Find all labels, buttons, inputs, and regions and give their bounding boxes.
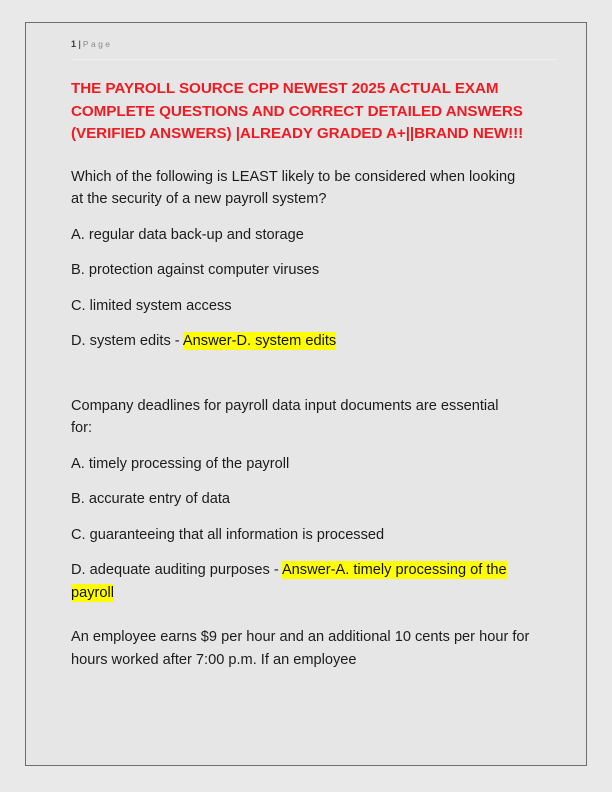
document-page-sheet xyxy=(25,22,587,766)
question-block xyxy=(71,166,558,353)
running-header xyxy=(71,39,558,56)
header-divider xyxy=(71,59,558,60)
choice-text: D. system edits - xyxy=(71,333,183,349)
highlighted-answer: Answer-D. system edits xyxy=(182,333,337,349)
page-label: Page xyxy=(82,39,113,49)
answer-choice xyxy=(71,295,523,318)
document-title: THE PAYROLL SOURCE CPP NEWEST 2025 ACTUAL EXAM COMPLETE QUESTIONS AND CORRECT DETAILED ANSWERS (VERIFIED ANSWERS) |ALREADY GRADED A+||BRAND NEW!!! xyxy=(71,80,524,142)
choice-text: A. timely processing of the payroll xyxy=(71,455,290,472)
highlighted-answer: Answer-A. timely processing of the payroll xyxy=(71,562,507,601)
trailing-paragraph: An employee earns $9 per hour and an additional 10 cents per hour for hours worked after 7:00 p.m. If an employee xyxy=(71,629,530,668)
page-number-separator: | xyxy=(78,39,81,50)
block-spacer xyxy=(71,353,558,375)
answer-choice-with-answer xyxy=(71,559,523,604)
question-block xyxy=(71,395,558,605)
choice-text: C. limited system access xyxy=(71,297,232,314)
answer-choice xyxy=(71,224,523,247)
answer-choice xyxy=(71,259,523,282)
question-stem: Which of the following is LEAST likely to be considered when looking at the security of a new payroll system? xyxy=(71,168,516,207)
choice-text: A. regular data back-up and storage xyxy=(71,226,304,243)
answer-choice xyxy=(71,524,523,547)
block-spacer xyxy=(71,604,558,626)
page-content-area xyxy=(71,39,558,671)
answer-choice xyxy=(71,453,523,476)
choice-text: C. guaranteeing that all information is processed xyxy=(71,526,385,543)
question-stem: Company deadlines for payroll data input documents are essential for: xyxy=(71,397,499,436)
answer-choice-with-answer xyxy=(71,330,523,353)
page-number: 1 xyxy=(71,39,77,49)
choice-text: D. adequate auditing purposes - xyxy=(71,562,282,578)
answer-choice xyxy=(71,488,523,511)
choice-text: B. accurate entry of data xyxy=(71,491,230,507)
choice-text: B. protection against computer viruses xyxy=(71,262,320,278)
